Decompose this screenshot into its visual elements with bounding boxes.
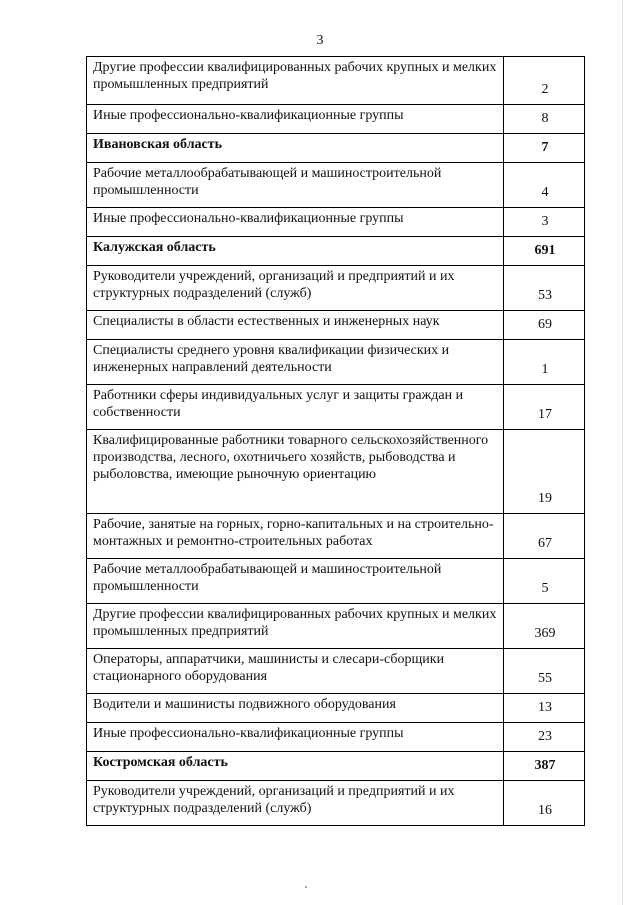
table-row [87, 430, 585, 514]
occupation-count: 1 [504, 340, 585, 385]
region-row [87, 752, 585, 781]
table-row [87, 311, 585, 340]
table-row [87, 340, 585, 385]
table-row [87, 514, 585, 559]
occupation-count: 4 [504, 163, 585, 208]
occupation-count: 16 [504, 781, 585, 826]
table-row [87, 694, 585, 723]
occupation-count: 55 [504, 649, 585, 694]
occupation-label: Иные профессионально-квалификационные группы [87, 723, 504, 752]
table-row [87, 105, 585, 134]
region-name: Ивановская область [87, 134, 504, 163]
occupation-label: Специалисты в области естественных и инженерных наук [87, 311, 504, 340]
occupation-label: Другие профессии квалифицированных рабочих крупных и мелких промышленных предприятий [87, 604, 504, 649]
region-name: Костромская область [87, 752, 504, 781]
occupation-label: Рабочие металлообрабатывающей и машиностроительной промышленности [87, 559, 504, 604]
occupation-count: 17 [504, 385, 585, 430]
occupation-count: 19 [504, 430, 585, 514]
occupation-count: 3 [504, 208, 585, 237]
occupation-label: Работники сферы индивидуальных услуг и защиты граждан и собственности [87, 385, 504, 430]
table-row [87, 649, 585, 694]
occupation-label: Рабочие, занятые на горных, горно-капитальных и на строительно-монтажных и ремонтно-строительных работах [87, 514, 504, 559]
occupation-count: 5 [504, 559, 585, 604]
occupation-count: 8 [504, 105, 585, 134]
table-row [87, 163, 585, 208]
occupation-count: 53 [504, 266, 585, 311]
scan-edge-line [622, 0, 623, 905]
occupation-label: Рабочие металлообрабатывающей и машиностроительной промышленности [87, 163, 504, 208]
table-row [87, 559, 585, 604]
region-row [87, 237, 585, 266]
table-row [87, 208, 585, 237]
region-row [87, 134, 585, 163]
region-name: Калужская область [87, 237, 504, 266]
occupation-count: 2 [504, 57, 585, 105]
occupation-count: 67 [504, 514, 585, 559]
occupation-label: Квалифицированные работники товарного сельскохозяйственного производства, лесного, охотничьего хозяйств, рыбоводства и рыболовства, имеющие рыночную ориентацию [87, 430, 504, 514]
table-row [87, 385, 585, 430]
occupation-label: Операторы, аппаратчики, машинисты и слесари-сборщики стационарного оборудования [87, 649, 504, 694]
page-number: 3 [316, 33, 324, 48]
occupation-label: Водители и машинисты подвижного оборудования [87, 694, 504, 723]
occupation-table [86, 56, 585, 826]
occupation-count: 13 [504, 694, 585, 723]
occupation-count: 23 [504, 723, 585, 752]
occupation-label: Другие профессии квалифицированных рабочих крупных и мелких промышленных предприятий [87, 57, 504, 105]
occupation-count: 369 [504, 604, 585, 649]
occupation-count: 69 [504, 311, 585, 340]
table-row [87, 266, 585, 311]
table-row [87, 57, 585, 105]
scan-speck [305, 886, 307, 888]
occupation-label: Иные профессионально-квалификационные группы [87, 105, 504, 134]
table-row [87, 723, 585, 752]
occupation-label: Специалисты среднего уровня квалификации физических и инженерных направлений деятельности [87, 340, 504, 385]
region-total: 691 [504, 237, 585, 266]
table-row [87, 781, 585, 826]
region-total: 387 [504, 752, 585, 781]
occupation-label: Руководители учреждений, организаций и предприятий и их структурных подразделений (служб) [87, 266, 504, 311]
region-total: 7 [504, 134, 585, 163]
occupation-label: Иные профессионально-квалификационные группы [87, 208, 504, 237]
occupation-label: Руководители учреждений, организаций и предприятий и их структурных подразделений (служб) [87, 781, 504, 826]
table-row [87, 604, 585, 649]
